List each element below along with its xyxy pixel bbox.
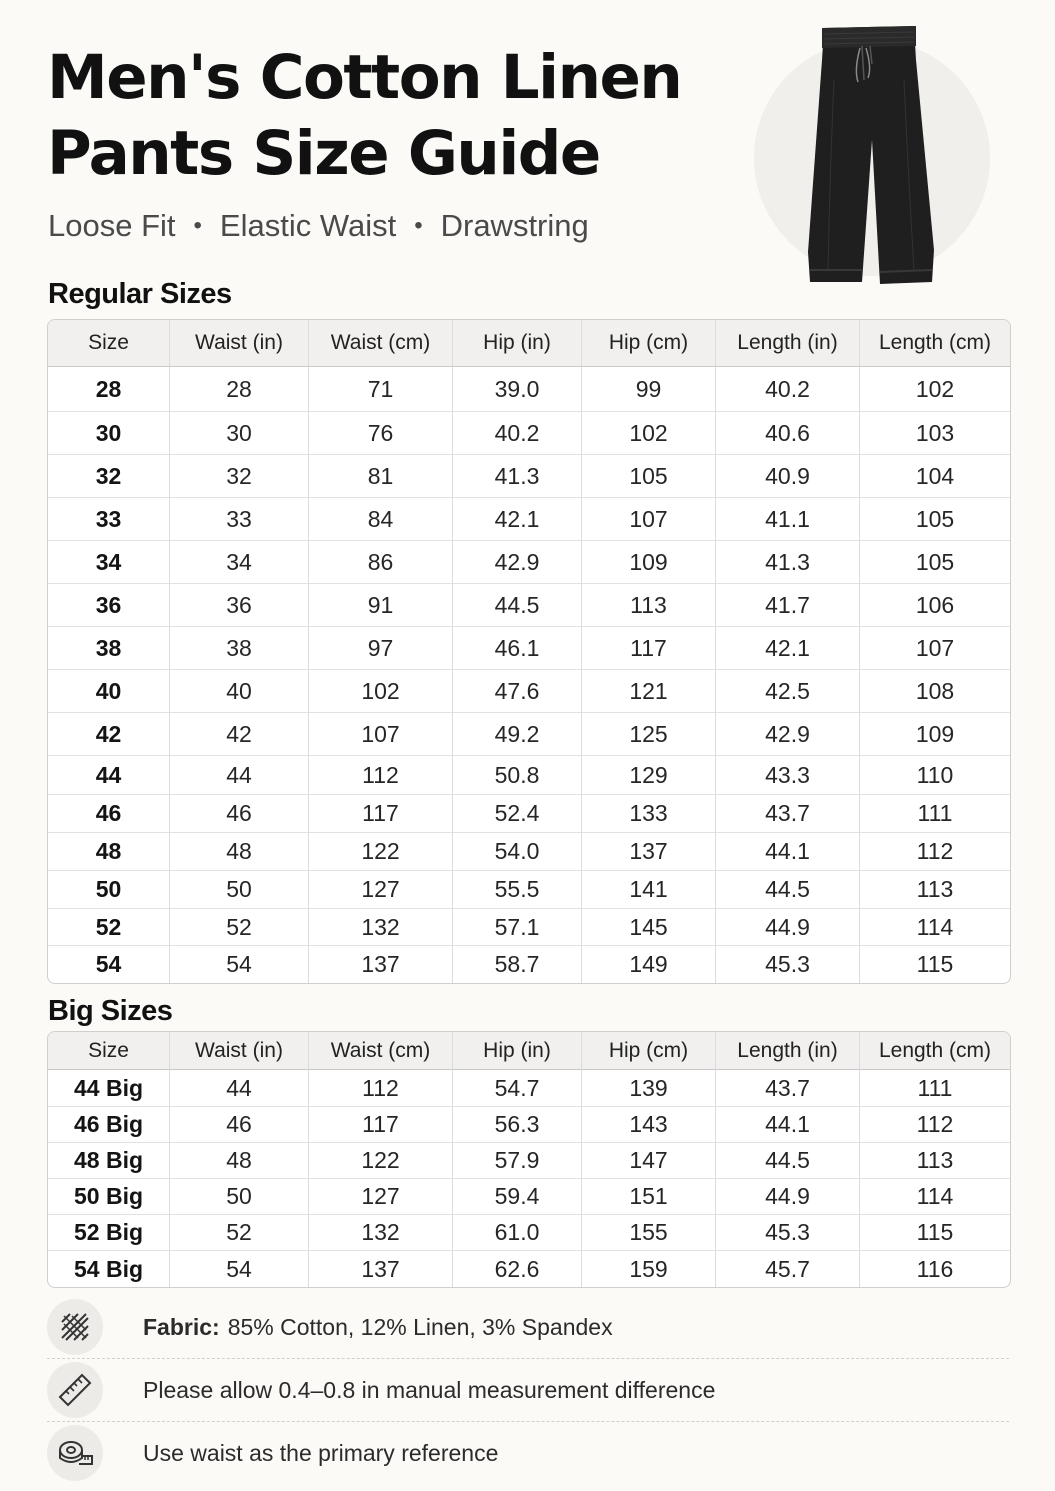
measurement-cell: 109: [860, 713, 1010, 756]
measurement-cell: 137: [309, 1251, 453, 1287]
measurement-cell: 102: [309, 670, 453, 713]
size-cell: 28: [48, 367, 170, 412]
measurement-cell: 91: [309, 584, 453, 627]
measurement-cell: 147: [582, 1143, 716, 1179]
table-row: [48, 584, 1010, 627]
measurement-cell: 104: [860, 455, 1010, 498]
measurement-cell: 58.7: [453, 946, 582, 983]
measurement-cell: 111: [860, 1070, 1010, 1107]
regular-sizes-heading: Regular Sizes: [48, 278, 232, 310]
measurement-cell: 112: [309, 756, 453, 795]
measurement-cell: 114: [860, 1179, 1010, 1215]
measurement-cell: 107: [309, 713, 453, 756]
measurement-cell: 45.3: [716, 946, 860, 983]
measurement-cell: 57.1: [453, 909, 582, 946]
measurement-cell: 159: [582, 1251, 716, 1287]
table-row: [48, 795, 1010, 833]
page-title: [47, 40, 681, 192]
measurement-cell: 42.5: [716, 670, 860, 713]
header-length-cm: Length (cm): [860, 1032, 1010, 1070]
separator-dot: •: [193, 212, 202, 239]
header-hip-in: Hip (in): [453, 1032, 582, 1070]
measurement-cell: 44.1: [716, 833, 860, 871]
table-row: [48, 833, 1010, 871]
measurement-cell: 40.2: [453, 412, 582, 455]
measurement-cell: 105: [582, 455, 716, 498]
measurement-cell: 122: [309, 1143, 453, 1179]
table-row: [48, 1070, 1010, 1107]
measurement-cell: 112: [309, 1070, 453, 1107]
measurement-cell: 137: [582, 833, 716, 871]
size-cell: 42: [48, 713, 170, 756]
measurement-cell: 42.1: [716, 627, 860, 670]
size-cell: 54 Big: [48, 1251, 170, 1287]
measurement-cell: 105: [860, 541, 1010, 584]
measurement-cell: 33: [170, 498, 309, 541]
measurement-cell: 45.3: [716, 1215, 860, 1251]
measurement-cell: 50: [170, 871, 309, 909]
note-measurement: [47, 1359, 1009, 1422]
size-cell: 50 Big: [48, 1179, 170, 1215]
regular-table-body: [48, 367, 1010, 983]
measurement-cell: 46.1: [453, 627, 582, 670]
measurement-cell: 44.1: [716, 1107, 860, 1143]
measurement-cell: 54: [170, 946, 309, 983]
measurement-cell: 32: [170, 455, 309, 498]
measurement-cell: 43.7: [716, 1070, 860, 1107]
size-cell: 50: [48, 871, 170, 909]
measurement-cell: 52: [170, 1215, 309, 1251]
measurement-cell: 36: [170, 584, 309, 627]
measurement-cell: 50.8: [453, 756, 582, 795]
measurement-cell: 133: [582, 795, 716, 833]
measurement-cell: 48: [170, 833, 309, 871]
measurement-cell: 106: [860, 584, 1010, 627]
measurement-cell: 97: [309, 627, 453, 670]
size-cell: 30: [48, 412, 170, 455]
note-measurement-text: Please allow 0.4–0.8 in manual measurement difference: [143, 1376, 716, 1403]
header-length-in: Length (in): [716, 1032, 860, 1070]
size-cell: 33: [48, 498, 170, 541]
measurement-cell: 59.4: [453, 1179, 582, 1215]
measurement-cell: 117: [309, 1107, 453, 1143]
feature-drawstring: Drawstring: [440, 208, 589, 243]
measurement-cell: 42.1: [453, 498, 582, 541]
measurement-cell: 40.2: [716, 367, 860, 412]
regular-table-header: [48, 320, 1010, 367]
measurement-cell: 151: [582, 1179, 716, 1215]
pants-product-image: [754, 20, 994, 290]
header-size: Size: [48, 1032, 170, 1070]
measurement-cell: 114: [860, 909, 1010, 946]
measurement-cell: 109: [582, 541, 716, 584]
size-cell: 36: [48, 584, 170, 627]
header-length-cm: Length (cm): [860, 320, 1010, 367]
measurement-cell: 40.6: [716, 412, 860, 455]
measurement-cell: 117: [309, 795, 453, 833]
size-cell: 48: [48, 833, 170, 871]
table-row: [48, 1251, 1010, 1287]
feature-loose-fit: Loose Fit: [48, 208, 176, 243]
measurement-cell: 44.5: [716, 1143, 860, 1179]
measurement-cell: 149: [582, 946, 716, 983]
measurement-cell: 145: [582, 909, 716, 946]
measurement-cell: 52: [170, 909, 309, 946]
table-row: [48, 627, 1010, 670]
table-row: [48, 946, 1010, 983]
notes-list: [47, 1296, 1009, 1484]
measurement-cell: 132: [309, 1215, 453, 1251]
measurement-cell: 117: [582, 627, 716, 670]
big-sizes-table: [47, 1031, 1011, 1288]
measurement-cell: 112: [860, 1107, 1010, 1143]
measurement-cell: 116: [916, 1255, 954, 1282]
table-row: [48, 713, 1010, 756]
table-row: [48, 909, 1010, 946]
size-cell: 32: [48, 455, 170, 498]
header-hip-cm: Hip (cm): [582, 1032, 716, 1070]
measurement-cell: 84: [309, 498, 453, 541]
measurement-cell: 81: [309, 455, 453, 498]
feature-list: [48, 208, 589, 244]
measurement-cell: 143: [582, 1107, 716, 1143]
header-waist-cm: Waist (cm): [309, 1032, 453, 1070]
measurement-cell: 39.0: [453, 367, 582, 412]
fabric-weave-icon: [47, 1299, 103, 1355]
size-cell: 38: [48, 627, 170, 670]
measurement-cell: 107: [582, 498, 716, 541]
header-waist-cm: Waist (cm): [309, 320, 453, 367]
table-row: [48, 412, 1010, 455]
measurement-cell: 108: [860, 670, 1010, 713]
measurement-cell: 44.5: [453, 584, 582, 627]
measurement-cell: 111: [860, 795, 1010, 833]
measurement-cell: 55.5: [453, 871, 582, 909]
measurement-cell: 48: [170, 1143, 309, 1179]
note-fabric: [47, 1296, 1009, 1359]
note-fabric-text: 85% Cotton, 12% Linen, 3% Spandex: [227, 1313, 613, 1340]
title-line-1: Men's Cotton Linen: [47, 42, 682, 113]
size-cell: 54: [48, 946, 170, 983]
measurement-cell: 42.9: [716, 713, 860, 756]
measurement-cell: 103: [860, 412, 1010, 455]
measurement-cell: 46: [170, 795, 309, 833]
table-row: [48, 1179, 1010, 1215]
table-row: [48, 871, 1010, 909]
measurement-cell: 38: [170, 627, 309, 670]
table-row: [48, 1215, 1010, 1251]
measurement-cell: 102: [582, 412, 716, 455]
measurement-cell: 44.9: [716, 1179, 860, 1215]
measurement-cell: 107: [860, 627, 1010, 670]
measurement-cell: 34: [170, 541, 309, 584]
note-reference: [47, 1422, 1009, 1484]
table-row: [48, 1143, 1010, 1179]
table-row: [48, 1107, 1010, 1143]
size-cell: 44 Big: [48, 1070, 170, 1107]
size-cell: 52: [48, 909, 170, 946]
measurement-cell: 71: [309, 367, 453, 412]
size-cell: 48 Big: [48, 1143, 170, 1179]
measurement-cell: 54: [170, 1251, 309, 1287]
table-row: [48, 367, 1010, 412]
measurement-cell: 113: [860, 871, 1010, 909]
measurement-cell: 99: [582, 367, 716, 412]
regular-sizes-table: [47, 319, 1011, 984]
measurement-cell: 45.7: [716, 1251, 860, 1287]
size-cell: 52 Big: [48, 1215, 170, 1251]
measurement-cell: 127: [309, 871, 453, 909]
measurement-cell: 137: [309, 946, 453, 983]
measurement-cell: 61.0: [453, 1215, 582, 1251]
measurement-cell: 129: [582, 756, 716, 795]
separator-dot: •: [414, 212, 423, 239]
measurement-cell: 50: [170, 1179, 309, 1215]
measurement-cell: 44.9: [716, 909, 860, 946]
measurement-cell: 41.1: [716, 498, 860, 541]
big-table-header: [48, 1032, 1010, 1070]
size-cell: 46 Big: [48, 1107, 170, 1143]
header-hip-in: Hip (in): [453, 320, 582, 367]
measurement-cell: 141: [582, 871, 716, 909]
header-hip-cm: Hip (cm): [582, 320, 716, 367]
measuring-tape-icon: [47, 1425, 103, 1481]
header-waist-in: Waist (in): [170, 1032, 309, 1070]
table-row: [48, 455, 1010, 498]
measurement-cell: 54.7: [453, 1070, 582, 1107]
measurement-cell: 112: [860, 833, 1010, 871]
header-waist-in: Waist (in): [170, 320, 309, 367]
measurement-cell: 44.5: [716, 871, 860, 909]
measurement-cell: 47.6: [453, 670, 582, 713]
measurement-cell: 86: [309, 541, 453, 584]
measurement-cell: 132: [309, 909, 453, 946]
measurement-cell: 42.9: [453, 541, 582, 584]
note-fabric-label: Fabric:: [143, 1313, 220, 1340]
measurement-cell: 115: [860, 1215, 1010, 1251]
measurement-cell: 41.7: [716, 584, 860, 627]
measurement-cell: 57.9: [453, 1143, 582, 1179]
measurement-cell: 40: [170, 670, 309, 713]
measurement-cell: 102: [860, 367, 1010, 412]
measurement-cell: 127: [309, 1179, 453, 1215]
measurement-cell: 40.9: [716, 455, 860, 498]
note-reference-text: Use waist as the primary reference: [143, 1439, 499, 1466]
measurement-cell: 44: [170, 756, 309, 795]
size-cell: 46: [48, 795, 170, 833]
table-row: [48, 670, 1010, 713]
measurement-cell: 54.0: [453, 833, 582, 871]
header-length-in: Length (in): [716, 320, 860, 367]
measurement-cell: 110: [860, 756, 1010, 795]
measurement-cell: 44: [170, 1070, 309, 1107]
measurement-cell: 41.3: [453, 455, 582, 498]
ruler-icon: [47, 1362, 103, 1418]
measurement-cell: 76: [309, 412, 453, 455]
measurement-cell: 56.3: [453, 1107, 582, 1143]
measurement-cell: 28: [170, 367, 309, 412]
measurement-cell: 121: [582, 670, 716, 713]
measurement-cell: 43.3: [716, 756, 860, 795]
measurement-cell: 62.6: [453, 1251, 582, 1287]
size-cell: 40: [48, 670, 170, 713]
big-table-body: [48, 1070, 1010, 1287]
measurement-cell: 43.7: [716, 795, 860, 833]
measurement-cell: 52.4: [453, 795, 582, 833]
measurement-cell: 49.2: [453, 713, 582, 756]
measurement-cell: 30: [170, 412, 309, 455]
measurement-cell: 105: [860, 498, 1010, 541]
measurement-cell: 125: [582, 713, 716, 756]
measurement-cell: 113: [860, 1143, 1010, 1179]
title-line-2: Pants Size Guide: [47, 118, 600, 189]
size-cell: 34: [48, 541, 170, 584]
measurement-cell: 139: [582, 1070, 716, 1107]
header-size: Size: [48, 320, 170, 367]
table-row: [48, 756, 1010, 795]
feature-elastic-waist: Elastic Waist: [219, 208, 397, 243]
measurement-cell: 42: [170, 713, 309, 756]
big-sizes-heading: Big Sizes: [48, 995, 173, 1027]
measurement-cell: 41.3: [716, 541, 860, 584]
measurement-cell: 115: [916, 951, 954, 977]
table-row: [48, 541, 1010, 584]
measurement-cell: 113: [582, 584, 716, 627]
size-cell: 44: [48, 756, 170, 795]
measurement-cell: 155: [582, 1215, 716, 1251]
table-row: [48, 498, 1010, 541]
measurement-cell: 46: [170, 1107, 309, 1143]
measurement-cell: 122: [309, 833, 453, 871]
